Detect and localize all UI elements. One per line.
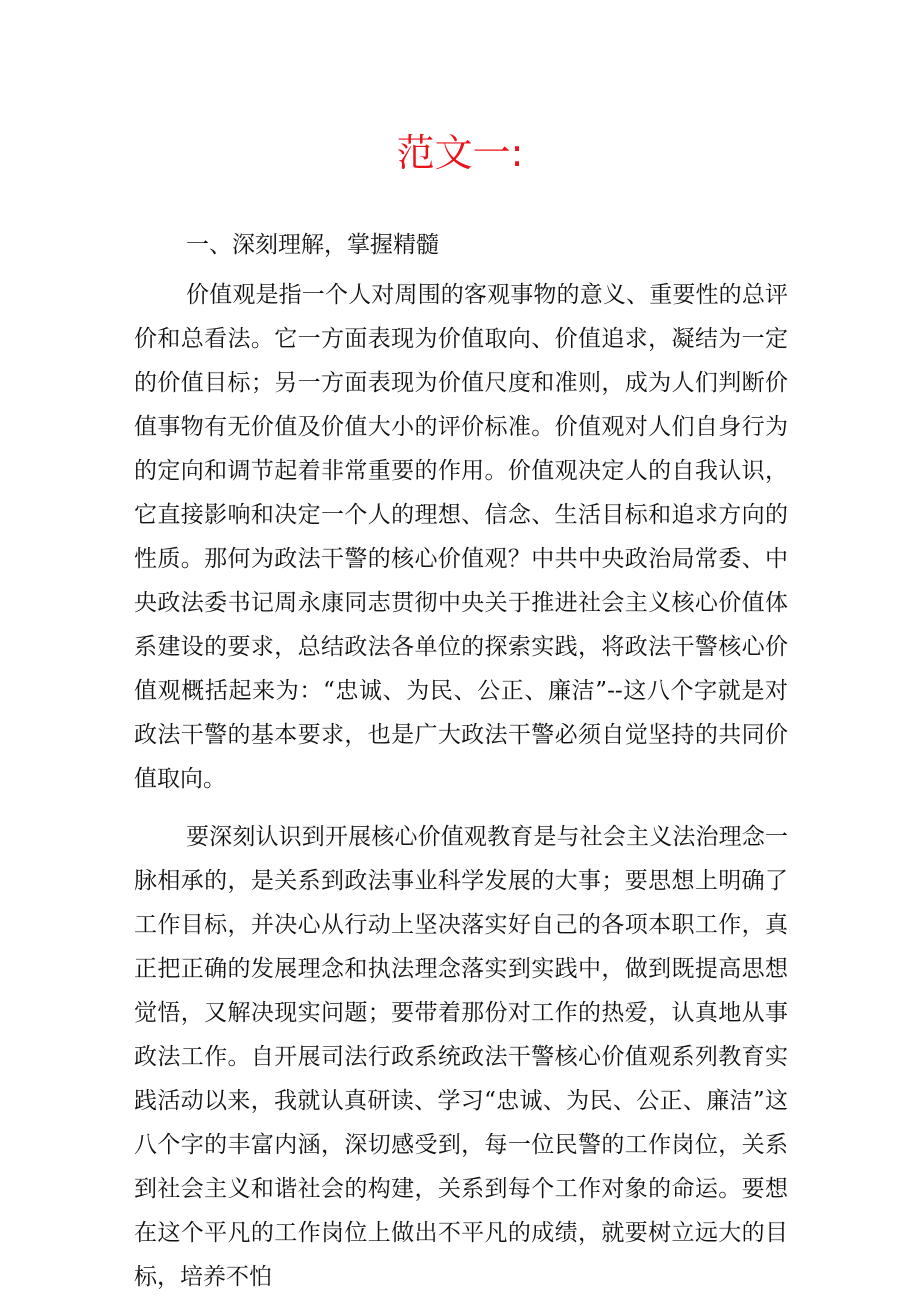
document-title: 范文一: [396,131,524,175]
paragraph-1: 价值观是指一个人对周围的客观事物的意义、重要性的总评价和总看法。它一方面表现为价值取向、价值追求，凝结为一定的价值目标；另一方面表现为价值尺度和准则，成为人们判断价值事物有无价值及价值大小的评价标准。价值观对人们自身行为的定向和调节起着非常重要的作用。价值观决定人的自我认识，它直接影响和决定一个人的理想、信念、生活目标和追求方向的性质。那何为政法干警的核心价值观？中共中央政治局常委、中央政法委书记周永康同志贯彻中央关于推进社会主义核心价值体系建设的要求，总结政法各单位的探索实践，将政法干警核心价值观概括起来为：“忠诚、为民、公正、廉洁”--这八个字就是对政法干警的基本要求，也是广大政法干警必须自觉坚持的共同价值取向。 [134,282,788,792]
paragraph-2: 要深刻认识到开展核心价值观教育是与社会主义法治理念一脉相承的，是关系到政法事业科学发展的大事；要思想上明确了工作目标，并决心从行动上坚决落实好自己的各项本职工作，真正把正确的发展理念和执法理念落实到实践中，做到既提高思想觉悟，又解决现实问题；要带着那份对工作的热爱，认真地从事政法工作。自开展司法行政系统政法干警核心价值观系列教育实践活动以来，我就认真研读、学习“忠诚、为民、公正、廉洁”这八个字的丰富内涵，深切感受到，每一位民警的工作岗位，关系到社会主义和谐社会的构建，关系到每个工作对象的命运。要想在这个平凡的工作岗位上做出不平凡的成绩，就要树立远大的目标，培养不怕 [134,824,788,1290]
document-body [134,223,788,1313]
section-heading: 一、深刻理解，掌握精髓 [186,232,439,258]
